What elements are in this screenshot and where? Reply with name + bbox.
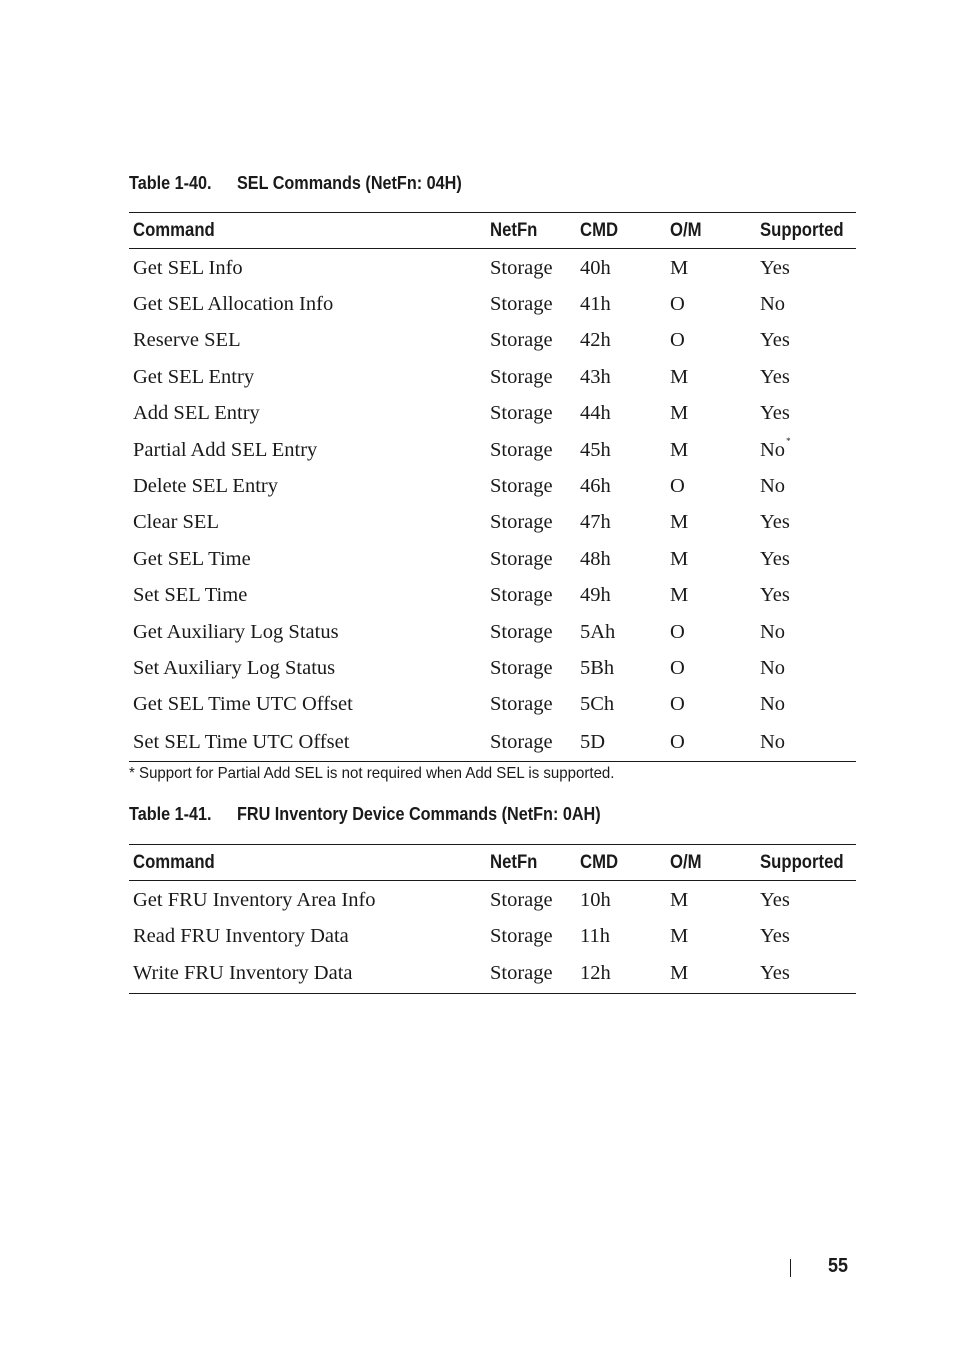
cell-command <box>129 541 486 577</box>
cell-supported-text: Yes <box>760 547 790 570</box>
cell-command <box>129 650 486 686</box>
column-header <box>666 213 756 249</box>
cell-command-text: Get FRU Inventory Area Info <box>133 888 376 911</box>
cell-supported-text: No <box>760 656 786 679</box>
cell-netfn-text: Storage <box>490 329 553 352</box>
cell-netfn <box>486 323 576 359</box>
cell-supported-text: No <box>760 730 786 753</box>
table-number: Table 1-41. <box>129 804 212 824</box>
cell-netfn-text: Storage <box>490 925 553 948</box>
cell-supported-text: No <box>760 620 786 643</box>
cell-om <box>666 578 756 614</box>
cell-cmd <box>576 955 666 994</box>
cell-cmd <box>576 723 666 762</box>
table-header-row <box>129 845 856 881</box>
cell-command <box>129 687 486 723</box>
cell-command <box>129 614 486 650</box>
table-row <box>129 432 856 468</box>
cell-supported-text: Yes <box>760 584 790 607</box>
cell-netfn <box>486 687 576 723</box>
cell-supported <box>756 578 856 614</box>
table-row <box>129 323 856 359</box>
cell-om <box>666 323 756 359</box>
cell-om-text: M <box>670 925 689 948</box>
cell-om-text: O <box>670 293 685 316</box>
table-1-41-caption <box>129 804 601 825</box>
cell-command <box>129 249 486 287</box>
cell-supported-text: Yes <box>760 256 790 279</box>
cell-om-text: M <box>670 256 689 279</box>
cell-supported <box>756 687 856 723</box>
cell-netfn-text: Storage <box>490 888 553 911</box>
cell-cmd <box>576 687 666 723</box>
cell-cmd-text: 5Bh <box>580 656 615 679</box>
cell-om <box>666 396 756 432</box>
cell-cmd <box>576 323 666 359</box>
cell-om-text: M <box>670 547 689 570</box>
cell-om <box>666 505 756 541</box>
cell-cmd <box>576 432 666 468</box>
column-header-label: NetFn <box>490 851 538 873</box>
cell-supported <box>756 918 856 954</box>
table-row <box>129 396 856 432</box>
table-row <box>129 468 856 504</box>
cell-command-text: Reserve SEL <box>133 329 241 352</box>
cell-cmd <box>576 468 666 504</box>
column-header <box>756 845 856 881</box>
cell-command-text: Get SEL Allocation Info <box>133 293 334 316</box>
table-row <box>129 687 856 723</box>
cell-om <box>666 955 756 994</box>
cell-supported <box>756 881 856 919</box>
cell-cmd <box>576 359 666 395</box>
cell-supported-text: Yes <box>760 329 790 352</box>
cell-netfn-text: Storage <box>490 475 553 498</box>
table-row <box>129 955 856 994</box>
table-row <box>129 286 856 322</box>
cell-om-text: M <box>670 365 689 388</box>
cell-netfn <box>486 359 576 395</box>
cell-supported-text: No <box>760 693 786 716</box>
cell-command-text: Read FRU Inventory Data <box>133 925 349 948</box>
cell-netfn <box>486 881 576 919</box>
cell-netfn-text: Storage <box>490 547 553 570</box>
table-row <box>129 918 856 954</box>
cell-command-text: Partial Add SEL Entry <box>133 438 318 461</box>
cell-command-text: Write FRU Inventory Data <box>133 962 353 985</box>
cell-cmd-text: 44h <box>580 402 611 425</box>
column-header <box>576 845 666 881</box>
table-row <box>129 541 856 577</box>
cell-cmd-text: 43h <box>580 365 611 388</box>
cell-netfn-text: Storage <box>490 256 553 279</box>
cell-supported <box>756 614 856 650</box>
cell-om-text: O <box>670 620 685 643</box>
cell-cmd-text: 47h <box>580 511 611 534</box>
cell-command <box>129 881 486 919</box>
cell-command <box>129 505 486 541</box>
cell-supported <box>756 359 856 395</box>
cell-om <box>666 359 756 395</box>
column-header-label: CMD <box>580 219 619 241</box>
cell-command-text: Clear SEL <box>133 511 219 534</box>
cell-om <box>666 650 756 686</box>
cell-command-text: Get SEL Time UTC Offset <box>133 693 353 716</box>
sel-commands-table <box>129 212 856 762</box>
cell-command <box>129 432 486 468</box>
cell-om <box>666 687 756 723</box>
cell-netfn-text: Storage <box>490 402 553 425</box>
cell-om <box>666 468 756 504</box>
cell-command <box>129 918 486 954</box>
cell-netfn <box>486 286 576 322</box>
cell-netfn-text: Storage <box>490 693 553 716</box>
column-header <box>756 213 856 249</box>
cell-cmd-text: 5D <box>580 730 606 753</box>
cell-cmd <box>576 541 666 577</box>
cell-supported-text: No <box>760 438 786 461</box>
cell-netfn <box>486 918 576 954</box>
cell-supported-text: Yes <box>760 925 790 948</box>
cell-cmd-text: 41h <box>580 293 611 316</box>
cell-cmd-text: 49h <box>580 584 611 607</box>
cell-command-text: Delete SEL Entry <box>133 475 278 498</box>
cell-supported-text: Yes <box>760 402 790 425</box>
cell-cmd-text: 42h <box>580 329 611 352</box>
cell-command <box>129 286 486 322</box>
column-header-label: O/M <box>670 851 702 873</box>
cell-cmd-text: 10h <box>580 888 611 911</box>
cell-om-text: M <box>670 962 689 985</box>
cell-command-text: Set SEL Time <box>133 584 248 607</box>
cell-netfn-text: Storage <box>490 620 553 643</box>
table-row <box>129 359 856 395</box>
cell-cmd <box>576 396 666 432</box>
cell-cmd-text: 40h <box>580 256 611 279</box>
table-number: Table 1-40. <box>129 173 212 193</box>
cell-cmd <box>576 286 666 322</box>
column-header <box>576 213 666 249</box>
cell-netfn-text: Storage <box>490 584 553 607</box>
cell-supported-text: No <box>760 475 786 498</box>
cell-om <box>666 918 756 954</box>
column-header <box>666 845 756 881</box>
cell-netfn <box>486 650 576 686</box>
cell-netfn-text: Storage <box>490 656 553 679</box>
cell-netfn-text: Storage <box>490 365 553 388</box>
cell-command <box>129 468 486 504</box>
cell-supported <box>756 396 856 432</box>
cell-command-text: Set Auxiliary Log Status <box>133 656 336 679</box>
column-header-label: CMD <box>580 851 619 873</box>
cell-cmd-text: 5Ch <box>580 693 615 716</box>
cell-cmd-text: 11h <box>580 925 610 948</box>
cell-command <box>129 359 486 395</box>
cell-om-text: M <box>670 888 689 911</box>
cell-cmd-text: 5Ah <box>580 620 616 643</box>
column-header <box>486 845 576 881</box>
page-number: 55 <box>828 1255 849 1277</box>
cell-om-text: M <box>670 511 689 534</box>
table-title: FRU Inventory Device Commands (NetFn: 0AH) <box>237 804 601 824</box>
cell-om <box>666 541 756 577</box>
cell-netfn <box>486 541 576 577</box>
cell-command-text: Add SEL Entry <box>133 402 260 425</box>
cell-cmd <box>576 578 666 614</box>
cell-netfn <box>486 432 576 468</box>
cell-netfn-text: Storage <box>490 293 553 316</box>
cell-netfn <box>486 396 576 432</box>
table-row <box>129 249 856 287</box>
column-header-label: Supported <box>760 851 844 873</box>
cell-om-text: O <box>670 475 685 498</box>
cell-command-text: Get SEL Info <box>133 256 243 279</box>
table-row <box>129 578 856 614</box>
cell-om-text: O <box>670 693 685 716</box>
cell-cmd-text: 48h <box>580 547 611 570</box>
column-header-label: Command <box>133 851 215 873</box>
cell-om <box>666 614 756 650</box>
table-row <box>129 614 856 650</box>
cell-supported-text: Yes <box>760 888 790 911</box>
cell-netfn <box>486 578 576 614</box>
table-row <box>129 505 856 541</box>
table-1-40-caption <box>129 173 462 194</box>
cell-netfn-text: Storage <box>490 511 553 534</box>
cell-netfn <box>486 468 576 504</box>
cell-supported <box>756 249 856 287</box>
cell-netfn-text: Storage <box>490 730 553 753</box>
cell-command-text: Get SEL Entry <box>133 365 255 388</box>
cell-supported-text: Yes <box>760 962 790 985</box>
cell-cmd <box>576 249 666 287</box>
cell-netfn <box>486 249 576 287</box>
cell-cmd <box>576 505 666 541</box>
table-row <box>129 881 856 919</box>
column-header-label: Command <box>133 219 215 241</box>
cell-cmd <box>576 650 666 686</box>
cell-command <box>129 578 486 614</box>
column-header <box>129 213 486 249</box>
cell-supported <box>756 505 856 541</box>
cell-cmd-text: 46h <box>580 475 611 498</box>
cell-supported <box>756 432 856 468</box>
cell-supported <box>756 955 856 994</box>
cell-om-text: O <box>670 329 685 352</box>
fru-inventory-commands-table <box>129 844 856 994</box>
cell-om-text: M <box>670 584 689 607</box>
column-header <box>129 845 486 881</box>
cell-supported-text: Yes <box>760 365 790 388</box>
cell-netfn <box>486 723 576 762</box>
table-row <box>129 723 856 762</box>
cell-om-text: O <box>670 730 685 753</box>
cell-om <box>666 881 756 919</box>
cell-command-text: Get Auxiliary Log Status <box>133 620 339 643</box>
cell-supported <box>756 650 856 686</box>
cell-cmd <box>576 881 666 919</box>
cell-supported-text: No <box>760 293 786 316</box>
page-number-divider <box>790 1259 791 1277</box>
column-header <box>486 213 576 249</box>
cell-command <box>129 396 486 432</box>
cell-supported <box>756 468 856 504</box>
cell-om <box>666 723 756 762</box>
cell-om <box>666 432 756 468</box>
cell-supported <box>756 286 856 322</box>
cell-om <box>666 286 756 322</box>
cell-netfn-text: Storage <box>490 962 553 985</box>
cell-command-text: Get SEL Time <box>133 547 251 570</box>
cell-command <box>129 723 486 762</box>
cell-cmd <box>576 614 666 650</box>
cell-om-text: O <box>670 656 685 679</box>
table-footnote: * Support for Partial Add SEL is not required when Add SEL is supported. <box>129 765 615 782</box>
table-row <box>129 650 856 686</box>
cell-cmd <box>576 918 666 954</box>
cell-om <box>666 249 756 287</box>
cell-om-text: M <box>670 402 689 425</box>
cell-netfn <box>486 955 576 994</box>
column-header-label: O/M <box>670 219 702 241</box>
cell-cmd-text: 45h <box>580 438 611 461</box>
cell-command-text: Set SEL Time UTC Offset <box>133 730 350 753</box>
cell-supported-text: Yes <box>760 511 790 534</box>
cell-om-text: M <box>670 438 689 461</box>
table-header-row <box>129 213 856 249</box>
footnote-mark: * <box>786 435 791 446</box>
cell-netfn-text: Storage <box>490 438 553 461</box>
cell-supported <box>756 323 856 359</box>
cell-command <box>129 955 486 994</box>
cell-cmd-text: 12h <box>580 962 611 985</box>
cell-command <box>129 323 486 359</box>
cell-supported <box>756 541 856 577</box>
column-header-label: Supported <box>760 219 844 241</box>
cell-supported <box>756 723 856 762</box>
column-header-label: NetFn <box>490 219 538 241</box>
table-title: SEL Commands (NetFn: 04H) <box>237 173 462 193</box>
cell-netfn <box>486 614 576 650</box>
cell-netfn <box>486 505 576 541</box>
